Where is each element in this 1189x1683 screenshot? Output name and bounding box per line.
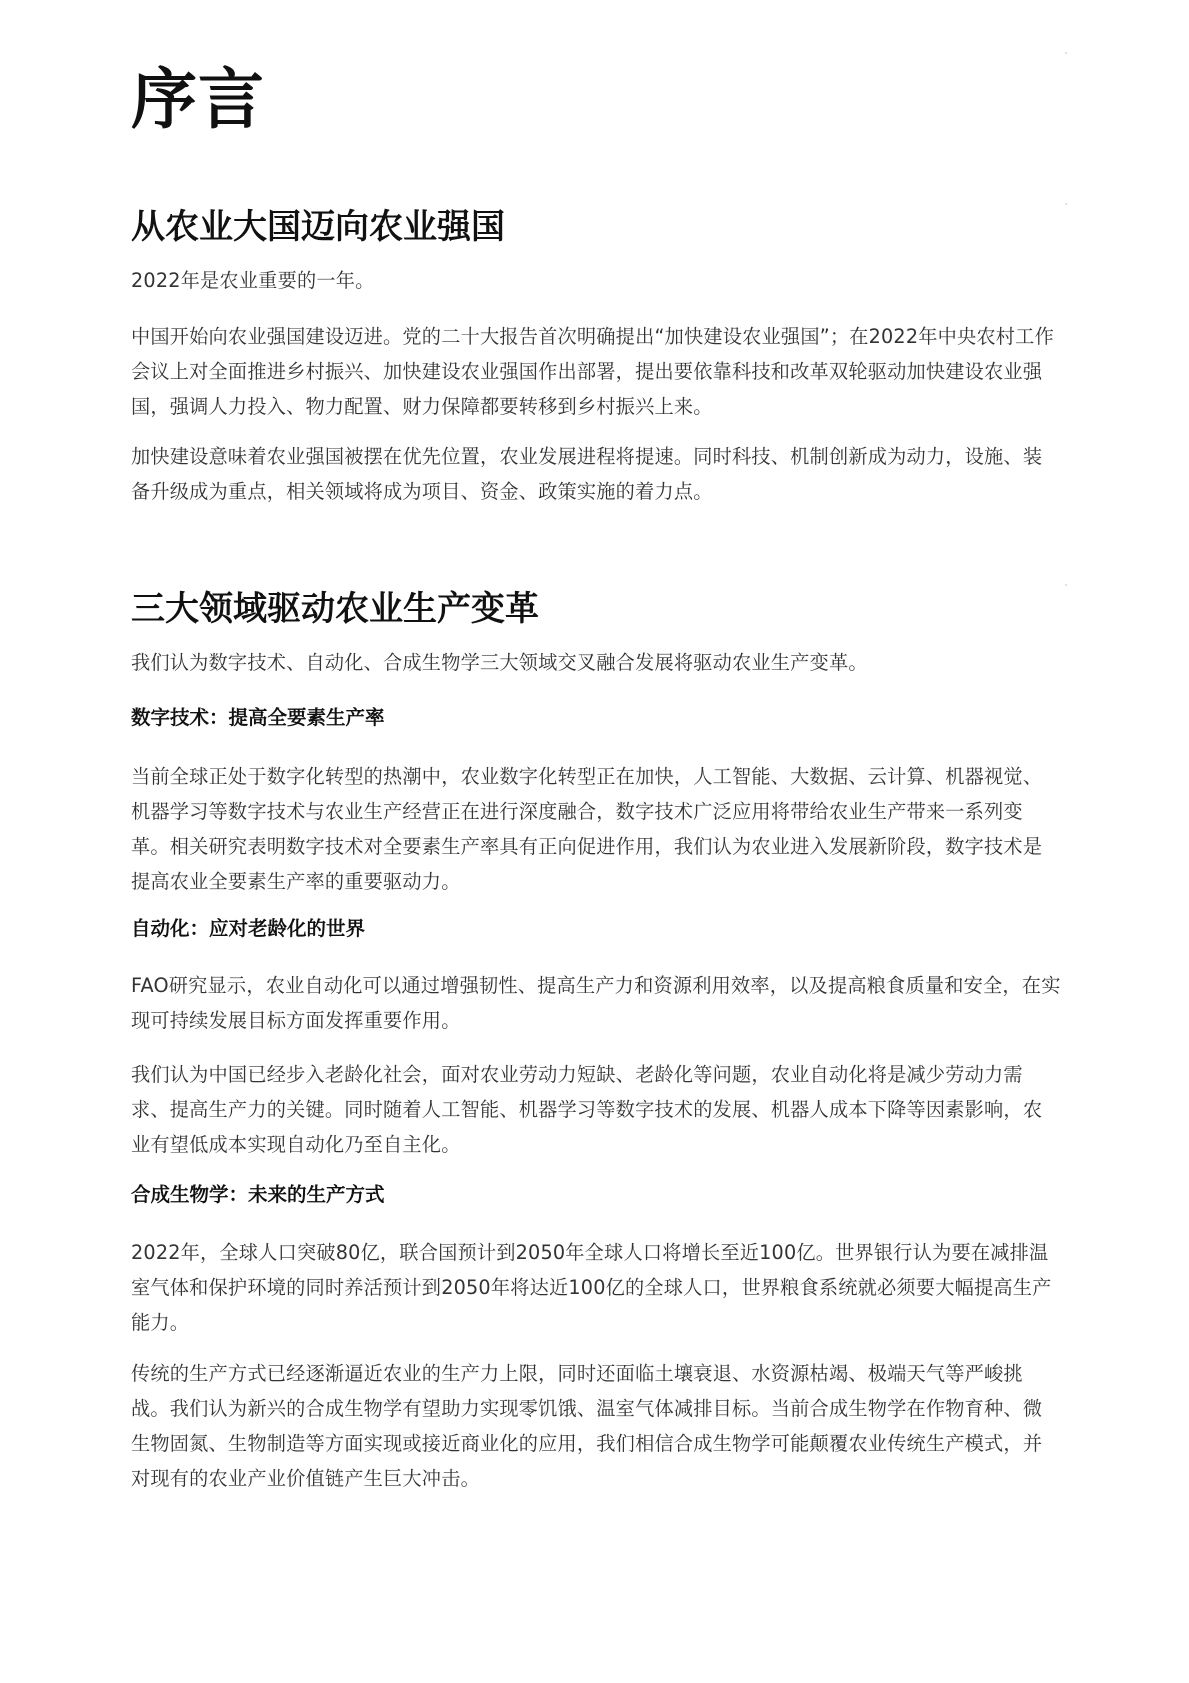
page-edge-mark: [1065, 203, 1067, 205]
page-edge-mark: [1065, 52, 1067, 54]
section-title-three-fields: 三大领域驱动农业生产变革: [131, 589, 539, 629]
page-title: 序言: [131, 61, 265, 138]
paragraph: 当前全球正处于数字化转型的热潮中，农业数字化转型正在加快，人工智能、大数据、云计算、机器视觉、机器学习等数字技术与农业生产经营正在进行深度融合，数字技术广泛应用将带给农业生产带来一系列变革。相关研究表明数字技术对全要素生产率具有正向促进作用，我们认为农业进入发展新阶段，数字技术是提高农业全要素生产率的重要驱动力。: [131, 765, 1043, 893]
paragraph: 中国开始向农业强国建设迈进。党的二十大报告首次明确提出“加快建设农业强国”；在2022年中央农村工作会议上对全面推进乡村振兴、加快建设农业强国作出部署，提出要依靠科技和改革双轮驱动加快建设农业强国，强调人力投入、物力配置、财力保障都要转移到乡村振兴上来。: [131, 325, 1054, 418]
paragraph: FAO研究显示，农业自动化可以通过增强韧性、提高生产力和资源利用效率，以及提高粮食质量和安全，在实现可持续发展目标方面发挥重要作用。: [131, 974, 1061, 1032]
subheading-digital-tech: 数字技术：提高全要素生产率: [131, 706, 385, 729]
section-title-agri-power: 从农业大国迈向农业强国: [131, 207, 505, 247]
document-page: [131, 0, 1061, 1683]
paragraph: 加快建设意味着农业强国被摆在优先位置，农业发展进程将提速。同时科技、机制创新成为动力，设施、装备升级成为重点，相关领域将成为项目、资金、政策实施的着力点。: [131, 445, 1043, 503]
paragraph: 2022年，全球人口突破80亿，联合国预计到2050年全球人口将增长至近100亿。世界银行认为要在减排温室气体和保护环境的同时养活预计到2050年将达近100亿的全球人口，世界粮食系统就必须要大幅提高生产能力。: [131, 1241, 1052, 1334]
paragraph: 我们认为中国已经步入老龄化社会，面对农业劳动力短缺、老龄化等问题，农业自动化将是减少劳动力需求、提高生产力的关键。同时随着人工智能、机器学习等数字技术的发展、机器人成本下降等因素影响，农业有望低成本实现自动化乃至自主化。: [131, 1063, 1043, 1156]
paragraph: 2022年是农业重要的一年。: [131, 269, 375, 292]
subheading-automation: 自动化：应对老龄化的世界: [131, 917, 366, 940]
paragraph: 传统的生产方式已经逐渐逼近农业的生产力上限，同时还面临土壤衰退、水资源枯竭、极端天气等严峻挑战。我们认为新兴的合成生物学有望助力实现零饥饿、温室气体减排目标。当前合成生物学在作物育种、微生物固氮、生物制造等方面实现或接近商业化的应用，我们相信合成生物学可能颠覆农业传统生产模式，并对现有的农业产业价值链产生巨大冲击。: [131, 1362, 1043, 1490]
paragraph: 我们认为数字技术、自动化、合成生物学三大领域交叉融合发展将驱动农业生产变革。: [131, 651, 868, 674]
page-edge-mark: [1065, 584, 1067, 586]
subheading-synthetic-biology: 合成生物学：未来的生产方式: [131, 1183, 385, 1206]
